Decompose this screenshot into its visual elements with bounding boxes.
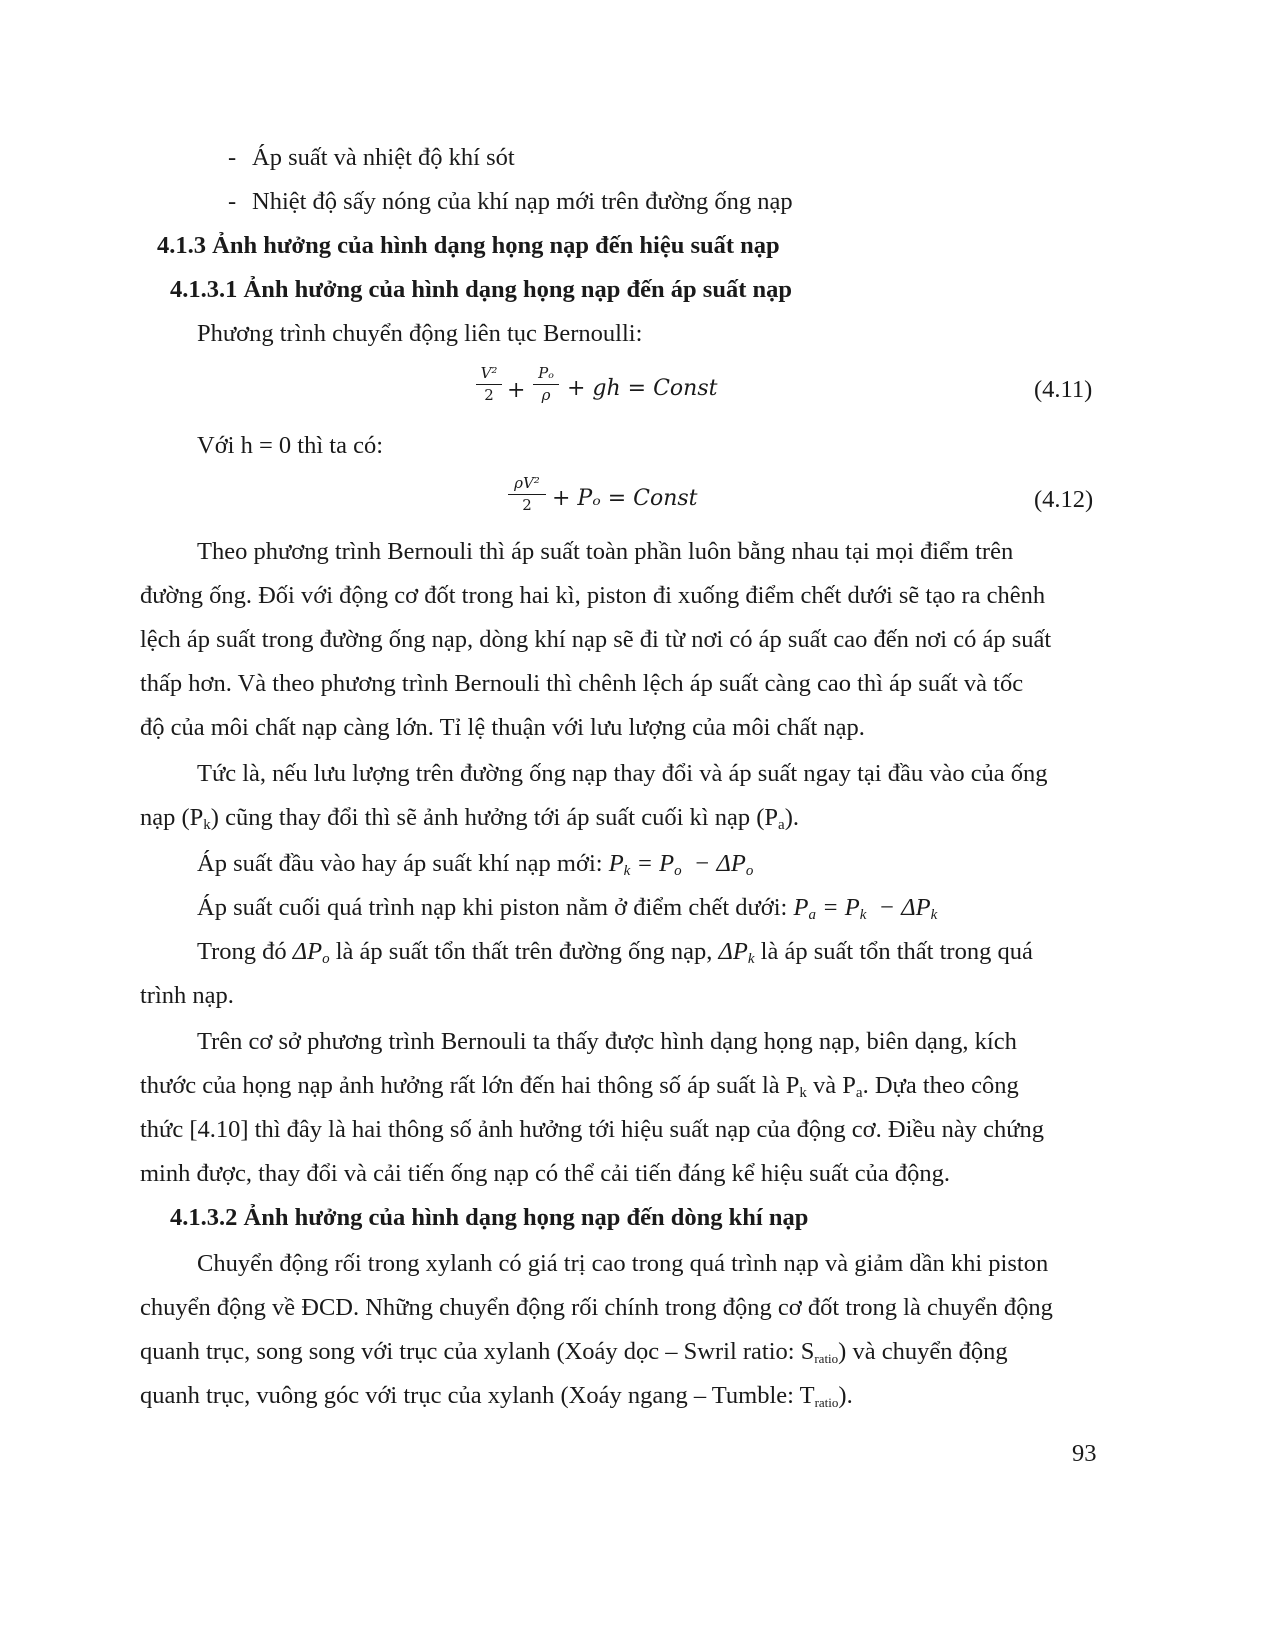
eq411-plus: + [507,378,526,403]
para3-line-3: thức [4.10] thì đây là hai thông số ảnh hưởng tới hiệu suất nạp của động cơ. Điều này chứng [140,1116,1045,1143]
para4-line3-b: ) và chuyển động [838,1338,1008,1365]
eq411-fraction-2 [533,366,559,403]
delta-pk-symbol: $\Delta P_k$ [718,938,755,967]
para2-sub-k: k [203,817,211,833]
para4-line4-a: quanh trục, vuông góc với trục của xylanh (Xoáy ngang – Tumble: T [140,1382,815,1409]
bullet-dash-1: - [228,144,237,171]
bernoulli-intro: Phương trình chuyển động liên tục Bernoulli: [197,320,643,347]
eq412-number: (4.12) [1034,486,1094,513]
para4-line3-a: quanh trục, song song với trục của xylanh (Xoáy dọc – Swril ratio: S [140,1338,815,1365]
pa-formula: $P_a = P_k - \Delta P_k$ [793,894,938,923]
eq411-frac2-denominator: ρ [541,386,551,404]
para1-line-5: độ của môi chất nạp càng lớn. Tỉ lệ thuận với lưu lượng của môi chất nạp. [140,714,865,741]
bullet-item-1: Áp suất và nhiệt độ khí sót [252,144,515,171]
delta-po-symbol: $\Delta P_o$ [292,938,330,967]
bullet-dash-2: - [228,188,237,215]
section-heading-4-1-3: 4.1.3 Ảnh hưởng của hình dạng họng nạp đến hiệu suất nạp [157,232,780,259]
section-heading-4-1-3-1: 4.1.3.1 Ảnh hưởng của hình dạng họng nạp đến áp suất nạp [170,276,792,303]
para4-sub-ratio-s: ratio [814,1351,839,1366]
eq412-fraction [508,476,546,513]
loss-line-1 [197,940,1033,967]
loss-line-c: là áp suất tổn thất trong quá [754,938,1033,965]
para1-line-4: thấp hơn. Và theo phương trình Bernouli thì chênh lệch áp suất càng cao thì áp suất và tốc [140,670,1024,697]
loss-line-2: trình nạp. [140,982,234,1009]
eq412-rest: + Pₒ = Const [552,486,698,511]
para3-line2-a: thước của họng nạp ảnh hưởng rất lớn đến hai thông số áp suất là P [140,1072,800,1099]
para2-line2-b: ) cũng thay đổi thì sẽ ảnh hưởng tới áp suất cuối kì nạp (P [210,804,779,831]
para4-line-1: Chuyển động rối trong xylanh có giá trị cao trong quá trình nạp và giảm dần khi piston [197,1250,1049,1277]
eq412-frac-bar [508,494,546,495]
para3-line2-c: . Dựa theo công [862,1072,1019,1099]
page-number: 93 [1072,1440,1097,1467]
h-zero-line: Với h = 0 thì ta có: [197,432,383,459]
para3-sub-k: k [799,1085,807,1101]
para1-line-3: lệch áp suất trong đường ống nạp, dòng khí nạp sẽ đi từ nơi có áp suất cao đến nơi có áp suất [140,626,1052,653]
eq411-frac2-bar [533,384,559,385]
section-heading-4-1-3-2: 4.1.3.2 Ảnh hưởng của hình dạng họng nạp đến dòng khí nạp [170,1204,809,1231]
para2-sub-a: a [778,817,785,833]
pk-line-text: Áp suất đầu vào hay áp suất khí nạp mới: [197,850,609,877]
para3-line2-b: và P [806,1072,856,1099]
eq412-frac-denominator: 2 [522,496,532,514]
eq411-frac1-denominator: 2 [484,386,494,404]
eq411-number: (4.11) [1034,376,1093,403]
para2-line2-a: nạp (P [140,804,204,831]
eq411-frac1-bar [476,384,502,385]
pk-definition-line [197,852,753,879]
eq412-frac-numerator: ρV² [514,474,540,492]
loss-line-a: Trong đó [197,938,293,965]
pa-definition-line [197,896,937,923]
para4-line4-b: ). [838,1382,853,1409]
para3-sub-a: a [855,1085,863,1101]
para1-line-1: Theo phương trình Bernouli thì áp suất toàn phần luôn bằng nhau tại mọi điểm trên [197,538,1014,565]
para2-line-1: Tức là, nếu lưu lượng trên đường ống nạp thay đổi và áp suất ngay tại đầu vào của ống [197,760,1048,787]
bullet-item-2: Nhiệt độ sấy nóng của khí nạp mới trên đường ống nạp [252,188,793,215]
para4-sub-ratio-t: ratio [814,1395,839,1410]
loss-line-b: là áp suất tổn thất trên đường ống nạp, [329,938,719,965]
para3-line-4: minh được, thay đổi và cải tiến ống nạp có thể cải tiến đáng kể hiệu suất của động. [140,1160,950,1187]
para1-line-2: đường ống. Đối với động cơ đốt trong hai kì, piston đi xuống điểm chết dưới sẽ tạo ra chênh [140,582,1046,609]
eq411-frac1-numerator: V² [480,364,498,382]
para2-line2-c: ). [784,804,799,831]
eq411-frac2-numerator: Pₒ [538,364,554,382]
para3-line-2 [140,1074,1019,1101]
pk-formula: $P_k = P_o - \Delta P_o$ [608,850,754,879]
para2-line-2 [140,806,799,833]
pa-line-text: Áp suất cuối quá trình nạp khi piston nằm ở điểm chết dưới: [197,894,794,921]
para3-line-1: Trên cơ sở phương trình Bernouli ta thấy được hình dạng họng nạp, biên dạng, kích [197,1028,1017,1055]
para4-line-2: chuyển động về ĐCD. Những chuyển động rối chính trong động cơ đốt trong là chuyển động [140,1294,1053,1321]
para4-line-4 [140,1384,853,1409]
para4-line-3 [140,1340,1008,1365]
eq411-rest: + gh = Const [567,376,718,401]
eq411-fraction-1 [476,366,502,403]
